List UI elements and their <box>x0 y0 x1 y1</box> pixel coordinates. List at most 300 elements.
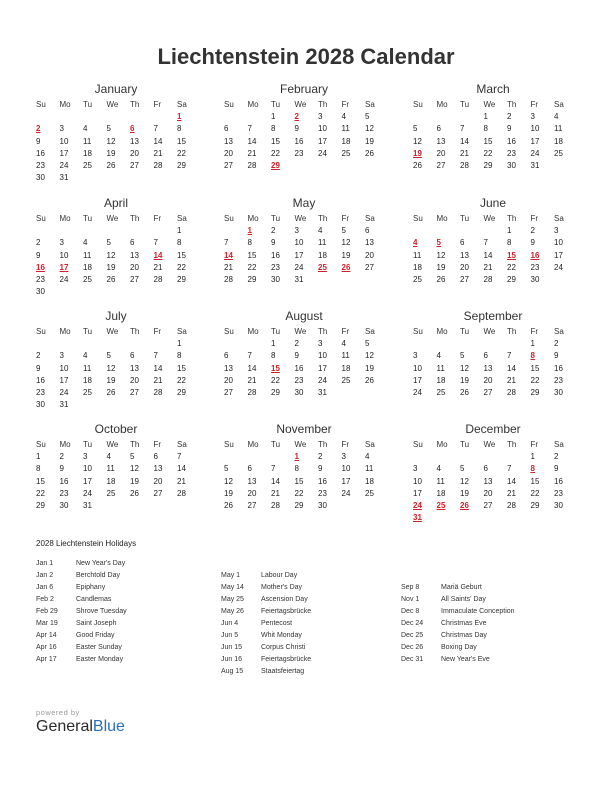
day-cell: 2 <box>554 339 559 349</box>
day-cell: 2 <box>36 351 41 361</box>
day-cell: 1 <box>36 452 41 462</box>
holiday-date: May 26 <box>221 608 244 615</box>
weekday-header: Tu <box>460 214 470 223</box>
day-cell: 9 <box>36 136 41 146</box>
weekday-header: Tu <box>271 100 281 109</box>
holiday-day-cell: 19 <box>413 148 422 158</box>
day-cell: 3 <box>413 464 418 474</box>
day-cell: 25 <box>365 488 374 498</box>
holiday-day-cell: 16 <box>530 250 540 260</box>
holiday-day-cell: 2 <box>294 112 299 122</box>
weekday-header: Mo <box>59 214 71 223</box>
month-name: November <box>276 422 332 436</box>
holiday-name: Good Friday <box>76 632 115 639</box>
day-cell: 19 <box>130 476 139 486</box>
day-cell: 30 <box>507 160 516 170</box>
empty-cell <box>507 338 531 350</box>
holiday-row <box>36 630 216 642</box>
day-cell: 7 <box>153 124 158 134</box>
day-cell: 23 <box>36 274 45 284</box>
weekday-header: Su <box>413 327 423 336</box>
day-cell: 29 <box>36 500 45 510</box>
holiday-row <box>36 594 216 606</box>
weekday-header: Su <box>36 100 46 109</box>
weekday-header: Mo <box>436 440 448 449</box>
empty-cell <box>83 338 107 350</box>
weekday-header: We <box>294 440 307 449</box>
day-cell: 28 <box>247 160 257 170</box>
holiday-date: May 14 <box>221 584 244 591</box>
day-cell: 16 <box>318 476 327 486</box>
holiday-day-cell: 2 <box>36 124 41 134</box>
day-cell: 26 <box>106 160 116 170</box>
day-cell: 19 <box>106 148 116 158</box>
day-cell: 13 <box>153 464 163 474</box>
day-cell: 16 <box>271 250 280 260</box>
holiday-date: Dec 25 <box>401 632 424 639</box>
brand-name <box>36 718 125 736</box>
day-cell: 16 <box>36 148 45 158</box>
day-cell: 24 <box>294 262 304 272</box>
day-cell: 5 <box>460 464 465 474</box>
day-cell: 24 <box>318 375 327 385</box>
day-cell: 12 <box>106 136 116 146</box>
day-cell: 4 <box>365 452 370 462</box>
day-cell: 27 <box>130 160 139 170</box>
holiday-row <box>36 582 216 594</box>
month-may <box>224 195 384 286</box>
day-cell: 25 <box>341 375 351 385</box>
day-cell: 4 <box>83 124 88 134</box>
day-cell: 18 <box>83 262 92 272</box>
weekday-header: Sa <box>365 100 375 109</box>
day-cell: 12 <box>365 124 374 134</box>
weekday-header: Th <box>318 440 328 449</box>
brand-name-blue: Blue <box>92 718 125 735</box>
holiday-row <box>36 606 216 618</box>
day-cell: 16 <box>294 136 304 146</box>
holiday-date: Apr 14 <box>36 632 57 639</box>
day-cell: 4 <box>554 112 559 122</box>
day-cell: 12 <box>436 250 446 260</box>
day-cell: 17 <box>59 375 69 385</box>
holiday-row <box>401 606 581 618</box>
day-cell: 9 <box>318 464 323 474</box>
month-december <box>413 421 573 524</box>
day-cell: 27 <box>247 500 257 510</box>
month-name: February <box>279 82 329 96</box>
day-cell: 12 <box>413 136 422 146</box>
day-cell: 23 <box>530 262 540 272</box>
holiday-name: Pentecost <box>261 620 293 627</box>
month-days-grid <box>36 439 196 512</box>
holiday-day-cell: 1 <box>247 226 252 236</box>
day-cell: 20 <box>247 488 257 498</box>
empty-cell <box>413 338 437 350</box>
day-cell: 7 <box>483 238 488 248</box>
holiday-day-cell: 29 <box>271 160 280 170</box>
weekday-header: We <box>106 214 119 223</box>
day-cell: 10 <box>59 363 69 373</box>
day-cell: 2 <box>318 452 323 462</box>
holiday-row <box>221 570 401 582</box>
day-cell: 6 <box>224 351 229 361</box>
day-cell: 9 <box>36 250 41 260</box>
day-cell: 30 <box>59 500 69 510</box>
month-name: July <box>105 309 127 323</box>
day-cell: 16 <box>294 363 304 373</box>
day-cell: 3 <box>554 226 559 236</box>
day-cell: 18 <box>83 148 92 158</box>
day-cell: 25 <box>436 387 446 397</box>
day-cell: 12 <box>460 363 469 373</box>
day-cell: 17 <box>413 375 422 385</box>
holiday-name: Candlemas <box>76 596 112 603</box>
day-cell: 28 <box>177 488 186 498</box>
holiday-name: Saint Joseph <box>76 620 117 627</box>
weekday-header: Sa <box>177 100 187 109</box>
day-cell: 26 <box>106 387 116 397</box>
weekday-header: Su <box>36 440 46 449</box>
weekday-header: Th <box>130 100 140 109</box>
empty-cell <box>437 338 461 350</box>
weekday-header: We <box>483 100 496 109</box>
day-cell: 25 <box>341 148 351 158</box>
day-cell: 27 <box>483 500 493 510</box>
month-days-grid <box>413 99 573 172</box>
day-cell: 22 <box>530 375 540 385</box>
day-cell: 19 <box>460 488 469 498</box>
month-days-grid <box>224 99 384 172</box>
day-cell: 21 <box>177 476 186 486</box>
day-cell: 6 <box>153 452 158 462</box>
day-cell: 16 <box>554 363 563 373</box>
day-cell: 18 <box>365 476 374 486</box>
day-cell: 25 <box>413 274 422 284</box>
month-name: October <box>94 422 138 436</box>
day-cell: 21 <box>507 488 516 498</box>
weekday-header: We <box>294 214 307 223</box>
holiday-day-cell: 26 <box>341 262 351 272</box>
day-cell: 22 <box>36 488 45 498</box>
weekday-header: Mo <box>247 100 259 109</box>
weekday-header: Su <box>224 327 234 336</box>
day-cell: 12 <box>341 238 351 248</box>
holiday-row <box>36 570 216 582</box>
day-cell: 11 <box>554 124 563 134</box>
month-days-grid <box>413 439 573 524</box>
day-cell: 20 <box>130 375 139 385</box>
empty-cell <box>507 451 531 463</box>
day-cell: 29 <box>530 387 540 397</box>
weekday-header: Tu <box>460 327 470 336</box>
month-name: January <box>94 82 138 96</box>
holiday-date: Apr 17 <box>36 656 57 663</box>
empty-cell <box>248 338 272 350</box>
holiday-date: Feb 2 <box>36 596 54 603</box>
day-cell: 21 <box>153 375 163 385</box>
day-cell: 17 <box>413 488 422 498</box>
weekday-header: Sa <box>365 327 375 336</box>
day-cell: 29 <box>177 160 186 170</box>
day-cell: 14 <box>507 363 516 373</box>
day-cell: 9 <box>294 124 299 134</box>
day-cell: 15 <box>36 476 45 486</box>
weekday-header: Mo <box>59 100 71 109</box>
month-name: May <box>292 196 316 210</box>
month-august <box>224 308 384 399</box>
holiday-day-cell: 1 <box>294 452 299 462</box>
day-cell: 18 <box>554 136 563 146</box>
weekday-header: Th <box>130 214 140 223</box>
empty-cell <box>224 111 248 123</box>
holiday-row <box>36 642 216 654</box>
empty-cell <box>248 111 272 123</box>
day-cell: 28 <box>224 274 233 284</box>
day-cell: 7 <box>507 351 512 361</box>
weekday-header: Fr <box>153 100 162 109</box>
holiday-date: Dec 24 <box>401 620 424 627</box>
day-cell: 4 <box>341 339 346 349</box>
month-january <box>36 81 196 184</box>
day-cell: 4 <box>436 464 441 474</box>
day-cell: 20 <box>365 250 374 260</box>
holiday-date: Dec 26 <box>401 644 424 651</box>
day-cell: 7 <box>507 464 512 474</box>
day-cell: 9 <box>294 351 299 361</box>
day-cell: 2 <box>36 238 41 248</box>
day-cell: 29 <box>271 387 280 397</box>
weekday-header: Th <box>130 440 140 449</box>
holiday-date: Jan 1 <box>36 560 54 567</box>
month-name: March <box>476 82 510 96</box>
empty-cell <box>224 225 248 237</box>
day-cell: 28 <box>153 387 163 397</box>
day-cell: 11 <box>318 238 327 248</box>
day-cell: 6 <box>483 464 488 474</box>
day-cell: 3 <box>83 452 88 462</box>
day-cell: 16 <box>507 136 516 146</box>
day-cell: 24 <box>59 160 69 170</box>
day-cell: 16 <box>554 476 563 486</box>
day-cell: 10 <box>413 476 422 486</box>
holidays-heading: 2028 Liechtenstein Holidays <box>36 539 137 548</box>
empty-cell <box>437 451 461 463</box>
holiday-name: Mother's Day <box>261 584 303 591</box>
day-cell: 13 <box>365 238 374 248</box>
day-cell: 6 <box>460 238 465 248</box>
day-cell: 17 <box>83 476 92 486</box>
day-cell: 10 <box>554 238 563 248</box>
day-cell: 21 <box>224 262 233 272</box>
holiday-name: All Saints' Day <box>441 596 486 603</box>
day-cell: 10 <box>530 124 540 134</box>
holiday-name: Staatsfeiertag <box>261 668 305 675</box>
day-cell: 23 <box>554 375 563 385</box>
month-november <box>224 421 384 512</box>
day-cell: 20 <box>436 148 446 158</box>
weekday-header: Mo <box>247 327 259 336</box>
day-cell: 22 <box>177 148 186 158</box>
day-cell: 5 <box>224 464 229 474</box>
weekday-header: We <box>483 214 496 223</box>
holiday-row <box>221 594 401 606</box>
day-cell: 8 <box>177 124 182 134</box>
day-cell: 29 <box>507 274 516 284</box>
day-cell: 28 <box>460 160 469 170</box>
holiday-row <box>36 558 216 570</box>
holiday-date: Mar 19 <box>36 620 58 627</box>
day-cell: 5 <box>106 124 111 134</box>
day-cell: 5 <box>413 124 418 134</box>
holiday-name: Whit Monday <box>261 632 302 639</box>
weekday-header: Mo <box>436 214 448 223</box>
day-cell: 13 <box>224 363 233 373</box>
weekday-header: Tu <box>271 440 281 449</box>
holiday-day-cell: 31 <box>413 513 422 523</box>
month-days-grid <box>224 326 384 399</box>
day-cell: 24 <box>318 148 327 158</box>
weekday-header: Su <box>36 214 46 223</box>
weekday-header: Sa <box>554 440 564 449</box>
day-cell: 12 <box>460 476 469 486</box>
empty-cell <box>484 338 508 350</box>
weekday-header: Mo <box>59 440 71 449</box>
day-cell: 3 <box>318 112 323 122</box>
holiday-name: Christmas Day <box>441 632 487 639</box>
month-february <box>224 81 384 172</box>
day-cell: 19 <box>436 262 446 272</box>
day-cell: 11 <box>83 363 92 373</box>
day-cell: 5 <box>106 351 111 361</box>
holiday-name: Berchtold Day <box>76 572 120 579</box>
day-cell: 13 <box>130 136 139 146</box>
day-cell: 22 <box>247 262 257 272</box>
weekday-header: Tu <box>271 327 281 336</box>
weekday-header: Tu <box>83 214 93 223</box>
day-cell: 26 <box>365 148 374 158</box>
day-cell: 10 <box>59 250 69 260</box>
day-cell: 19 <box>106 375 116 385</box>
day-cell: 1 <box>530 452 535 462</box>
day-cell: 27 <box>483 387 493 397</box>
day-cell: 8 <box>247 238 252 248</box>
day-cell: 2 <box>530 226 535 236</box>
day-cell: 6 <box>224 124 229 134</box>
weekday-header: Sa <box>177 327 187 336</box>
day-cell: 30 <box>530 274 540 284</box>
day-cell: 24 <box>59 387 69 397</box>
day-cell: 29 <box>530 500 540 510</box>
day-cell: 25 <box>554 148 563 158</box>
month-name: September <box>463 309 523 323</box>
day-cell: 27 <box>224 387 233 397</box>
holiday-name: New Year's Day <box>76 560 126 567</box>
weekday-header: Th <box>130 327 140 336</box>
day-cell: 30 <box>318 500 327 510</box>
day-cell: 17 <box>554 250 563 260</box>
day-cell: 14 <box>247 136 257 146</box>
day-cell: 20 <box>153 476 163 486</box>
holiday-name: Boxing Day <box>441 644 477 651</box>
empty-cell <box>60 111 84 123</box>
day-cell: 26 <box>224 500 233 510</box>
weekday-header: Mo <box>436 100 448 109</box>
month-name: December <box>465 422 521 436</box>
day-cell: 20 <box>460 262 469 272</box>
day-cell: 6 <box>436 124 441 134</box>
holiday-row <box>401 654 581 666</box>
holiday-day-cell: 16 <box>36 262 45 272</box>
month-days-grid <box>36 213 196 298</box>
day-cell: 1 <box>507 226 512 236</box>
empty-cell <box>271 451 295 463</box>
day-cell: 4 <box>341 112 346 122</box>
day-cell: 23 <box>36 387 45 397</box>
day-cell: 9 <box>271 238 276 248</box>
day-cell: 31 <box>530 160 540 170</box>
day-cell: 2 <box>271 226 276 236</box>
weekday-header: Sa <box>177 214 187 223</box>
brand-logo[interactable] <box>36 708 125 736</box>
day-cell: 16 <box>36 375 45 385</box>
day-cell: 14 <box>507 476 516 486</box>
holiday-name: Feiertagsbrücke <box>261 656 312 663</box>
day-cell: 20 <box>483 375 493 385</box>
empty-cell <box>60 338 84 350</box>
holiday-row <box>221 606 401 618</box>
weekday-header: Tu <box>460 100 470 109</box>
day-cell: 19 <box>224 488 233 498</box>
weekday-header: Th <box>507 327 517 336</box>
day-cell: 8 <box>483 124 488 134</box>
day-cell: 28 <box>153 160 163 170</box>
holiday-date: Sep 8 <box>401 584 420 591</box>
day-cell: 13 <box>483 363 493 373</box>
empty-cell <box>154 338 178 350</box>
day-cell: 11 <box>83 136 92 146</box>
holiday-date: Jun 4 <box>221 620 239 627</box>
day-cell: 6 <box>483 351 488 361</box>
day-cell: 18 <box>341 136 351 146</box>
brand-name-general: General <box>36 718 93 735</box>
day-cell: 18 <box>318 250 327 260</box>
powered-by-label: powered by <box>36 708 80 717</box>
day-cell: 7 <box>153 351 158 361</box>
day-cell: 15 <box>177 136 186 146</box>
holiday-date: May 1 <box>221 572 241 579</box>
weekday-header: Sa <box>365 440 375 449</box>
day-cell: 9 <box>554 464 559 474</box>
day-cell: 30 <box>554 387 563 397</box>
holiday-date: Jun 16 <box>221 656 243 663</box>
day-cell: 26 <box>460 387 469 397</box>
day-cell: 13 <box>224 136 233 146</box>
day-cell: 12 <box>365 351 374 361</box>
page-title: Liechtenstein 2028 Calendar <box>157 44 455 69</box>
holiday-row <box>221 630 401 642</box>
empty-cell <box>484 225 508 237</box>
day-cell: 1 <box>177 226 182 236</box>
day-cell: 9 <box>59 464 64 474</box>
day-cell: 1 <box>177 339 182 349</box>
day-cell: 17 <box>318 363 327 373</box>
day-cell: 22 <box>530 488 540 498</box>
empty-cell <box>83 225 107 237</box>
day-cell: 11 <box>413 250 422 260</box>
day-cell: 11 <box>436 476 445 486</box>
day-cell: 23 <box>318 488 327 498</box>
